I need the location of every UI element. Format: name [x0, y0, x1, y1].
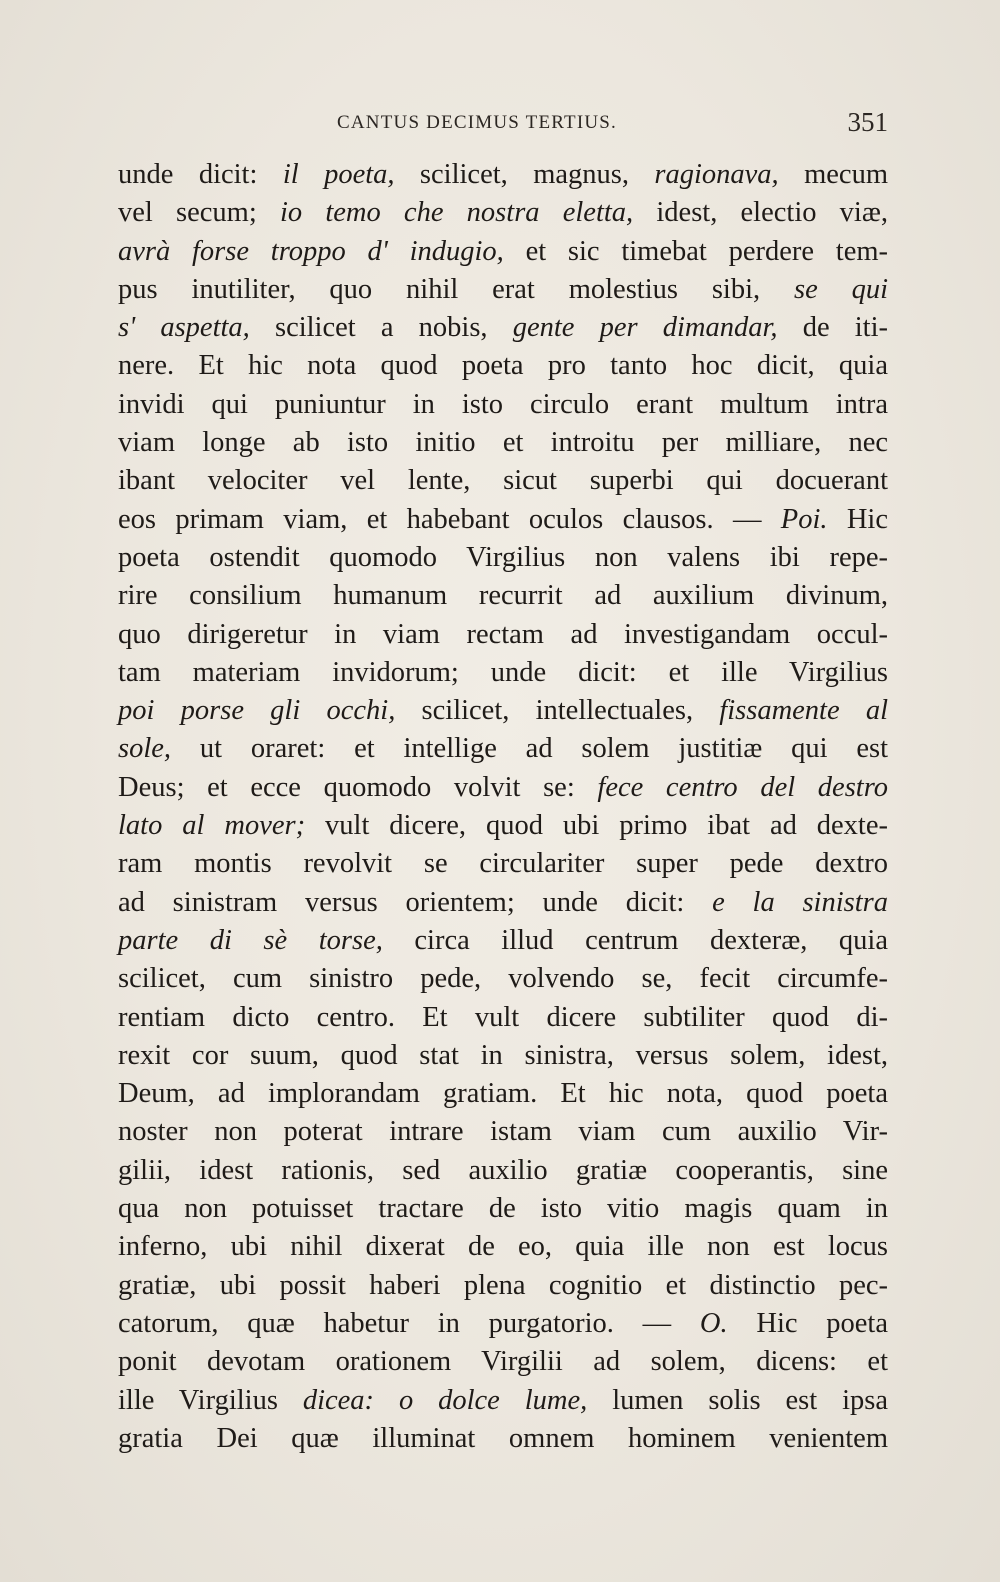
text-line: [118, 654, 888, 692]
text-segment: ille Virgilius: [118, 1384, 303, 1416]
text-segment: ut oraret: et intellige ad solem justitiæ qui est: [171, 733, 888, 765]
text-line: [118, 1037, 888, 1075]
text-segment: rentiam dicto centro. Et vult dicere subtiliter quod di-: [118, 1001, 888, 1033]
text-line: [118, 1075, 888, 1113]
text-line: [118, 347, 888, 385]
text-segment: vult dicere, quod ubi primo ibat ad dexte-: [305, 810, 888, 842]
text-segment: quo dirigeretur in viam rectam ad investigandam occul-: [118, 618, 888, 650]
text-line: [118, 730, 888, 768]
text-segment: noster non poterat intrare istam viam cum auxilio Vir-: [118, 1116, 888, 1148]
italic-segment: dicea: o dolce lume,: [302, 1384, 588, 1416]
text-segment: mecum: [778, 159, 888, 190]
text-segment: ad sinistram versus orientem; unde dicit:: [118, 886, 713, 918]
text-segment: idest, electio viæ,: [633, 197, 888, 229]
text-line: [118, 692, 888, 730]
text-line: [118, 309, 888, 347]
text-segment: inferno, ubi nihil dixerat de eo, quia ille non est locus: [118, 1231, 888, 1263]
text-line: [118, 1420, 888, 1458]
text-line: [118, 769, 888, 807]
text-line: [118, 1343, 888, 1381]
text-line: [118, 1382, 888, 1420]
text-line: [118, 462, 888, 500]
page-number: 351: [847, 107, 888, 137]
text-segment: nere. Et hic nota quod poeta pro tanto hoc dicit, quia: [118, 350, 888, 382]
text-segment: invidi qui puniuntur in isto circulo erant multum intra: [118, 388, 888, 420]
text-segment: gratiæ, ubi possit haberi plena cognitio et distinctio pec-: [118, 1269, 888, 1301]
italic-segment: io temo che nostra eletta,: [279, 197, 634, 229]
text-segment: ponit devotam orationem Virgilii ad solem, dicens: et: [118, 1346, 888, 1378]
text-segment: scilicet, intellectuales,: [395, 695, 720, 727]
text-segment: Hic: [827, 503, 888, 535]
text-line: [118, 233, 888, 271]
running-title: CANTUS DECIMUS TERTIUS.: [337, 112, 617, 133]
italic-segment: lato al mover;: [118, 810, 306, 842]
italic-segment: se qui: [793, 273, 888, 305]
text-segment: gilii, idest rationis, sed auxilio gratiæ cooperantis, sine: [118, 1154, 888, 1186]
text-line: [118, 156, 888, 194]
text-segment: et sic timebat perdere tem-: [503, 235, 888, 267]
italic-segment: s' aspetta,: [118, 312, 250, 344]
text-segment: unde dicit:: [118, 159, 283, 190]
text-segment: ram montis revolvit se circulariter super pede dextro: [118, 848, 888, 880]
text-segment: qua non potuisset tractare de isto vitio magis quam in: [118, 1193, 888, 1225]
body-text: [118, 156, 888, 1458]
text-line: [118, 1190, 888, 1228]
italic-segment: sole,: [118, 733, 172, 765]
text-segment: rexit cor suum, quod stat in sinistra, versus solem, idest,: [118, 1039, 888, 1071]
text-line: [118, 1305, 888, 1343]
text-segment: scilicet, cum sinistro pede, volvendo se, fecit circumfe-: [118, 963, 888, 995]
text-segment: de iti-: [777, 312, 889, 344]
text-line: [118, 501, 888, 539]
text-segment: circa illud centrum dexteræ, quia: [382, 924, 888, 956]
text-segment: poeta ostendit quomodo Virgilius non valens ibi repe-: [118, 541, 888, 573]
text-segment: ibant velociter vel lente, sicut superbi qui docuerant: [118, 465, 888, 497]
text-segment: catorum, quæ habetur in purgatorio. —: [118, 1307, 700, 1339]
text-line: [118, 1152, 888, 1190]
italic-segment: poi porse gli occhi,: [118, 695, 396, 727]
italic-segment: Poi.: [780, 503, 828, 535]
text-segment: lumen solis est ipsa: [587, 1384, 889, 1416]
italic-segment: il poeta,: [282, 159, 395, 190]
italic-segment: e la sinistra: [712, 886, 888, 918]
text-line: [118, 539, 888, 577]
text-line: [118, 960, 888, 998]
running-head: [118, 107, 888, 142]
text-segment: tam materiam invidorum; unde dicit: et ille Virgilius: [118, 656, 888, 688]
text-segment: viam longe ab isto initio et introitu per milliare, nec: [118, 427, 888, 459]
text-line: [118, 577, 888, 615]
italic-segment: O.: [699, 1307, 728, 1339]
text-segment: Hic poeta: [727, 1307, 888, 1339]
text-line: [118, 922, 888, 960]
text-segment: vel secum;: [118, 197, 280, 229]
text-line: [118, 424, 888, 462]
text-line: [118, 845, 888, 883]
text-segment: eos primam viam, et habebant oculos clausos. —: [118, 503, 781, 535]
text-segment: pus inutiliter, quo nihil erat molestius sibi,: [118, 273, 794, 305]
text-line: [118, 194, 888, 232]
text-segment: Deum, ad implorandam gratiam. Et hic nota, quod poeta: [118, 1078, 888, 1110]
text-line: [118, 271, 888, 309]
text-line: [118, 1267, 888, 1305]
text-line: [118, 999, 888, 1037]
text-segment: rire consilium humanum recurrit ad auxilium divinum,: [118, 580, 888, 612]
italic-segment: fece centro del destro: [597, 771, 888, 803]
italic-segment: gente per dimandar,: [512, 312, 778, 344]
text-line: [118, 1228, 888, 1266]
text-segment: gratia Dei quæ illuminat omnem hominem venientem: [118, 1422, 888, 1454]
italic-segment: fissamente al: [719, 695, 888, 727]
text-line: [118, 616, 888, 654]
italic-segment: ragionava,: [654, 159, 779, 190]
text-segment: Deus; et ecce quomodo volvit se:: [118, 771, 598, 803]
text-segment: scilicet, magnus,: [394, 159, 655, 190]
text-line: [118, 386, 888, 424]
italic-segment: avrà forse troppo d' indugio,: [118, 235, 504, 267]
text-line: [118, 884, 888, 922]
text-line: [118, 807, 888, 845]
italic-segment: parte di sè torse,: [118, 924, 383, 956]
text-line: [118, 1113, 888, 1151]
text-segment: scilicet a nobis,: [249, 312, 513, 344]
